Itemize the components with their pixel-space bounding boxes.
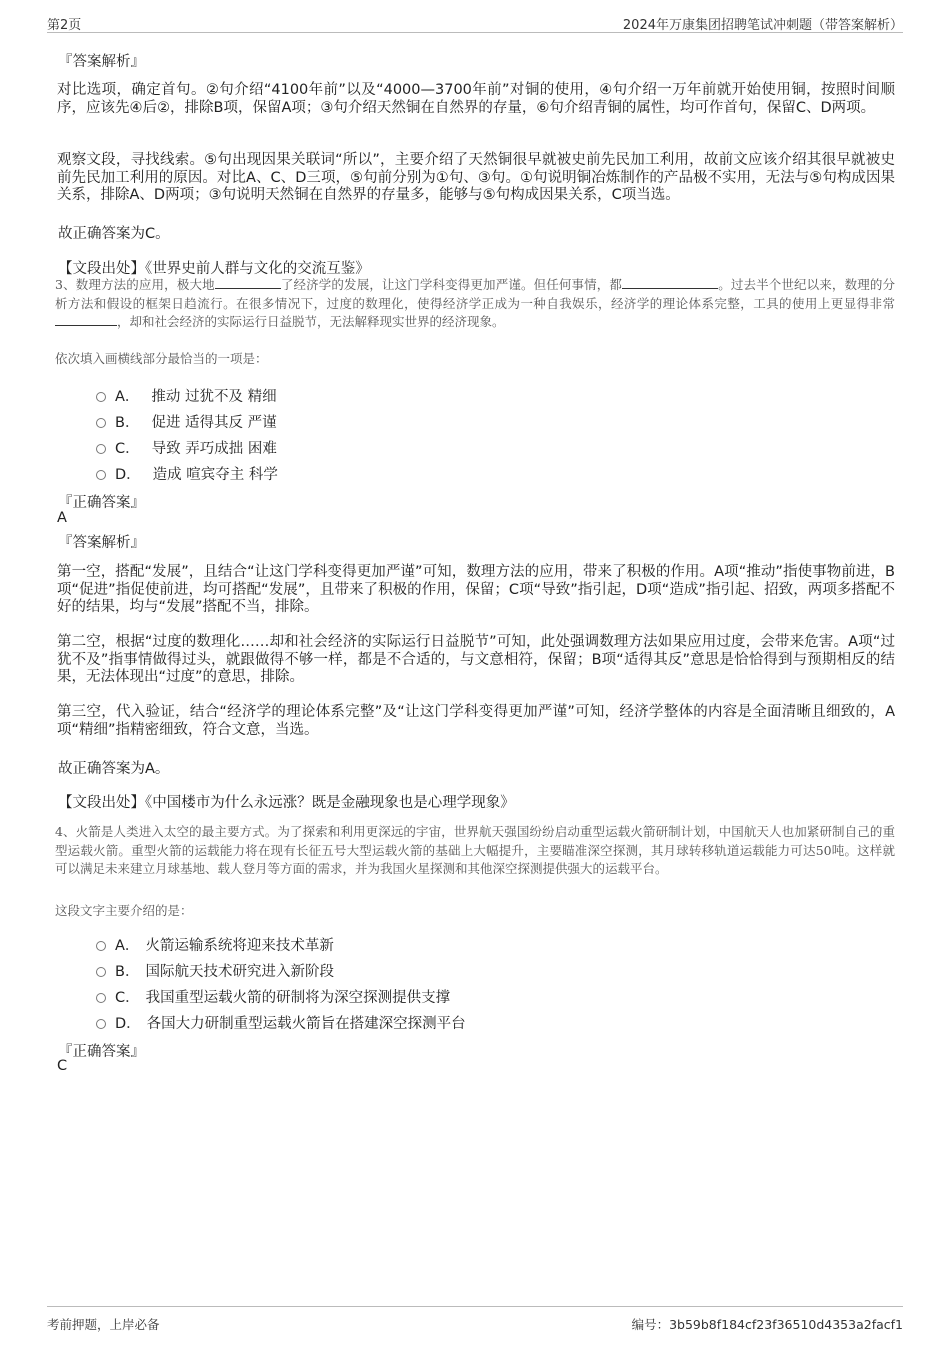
correct-answer: C: [57, 1058, 68, 1074]
radio-icon[interactable]: [96, 470, 106, 480]
option-d[interactable]: [96, 463, 278, 483]
option-key: A．: [115, 389, 140, 405]
radio-icon[interactable]: [96, 418, 106, 428]
question-text-part: 。过去半个世纪以来，数理的分析方法和假设的框架日趋流行。在很多情况下，过度的数理化，使得经济学正成为一种自我娱乐，经济学的理论体系完整，工具的使用上更显得非常: [55, 277, 895, 311]
option-text: 导致 弄巧成拙 困难: [151, 441, 277, 457]
radio-icon[interactable]: [96, 444, 106, 454]
answer-conclusion: 故正确答案为C。: [58, 226, 170, 242]
option-key: B．: [115, 415, 140, 431]
option-key: C．: [115, 441, 140, 457]
analysis-label: 『答案解析』: [58, 535, 145, 551]
footer-slogan: 考前押题，上岸必备: [47, 1317, 160, 1332]
document-title: 2024年万康集团招聘笔试冲刺题（带答案解析）: [622, 18, 903, 33]
radio-icon[interactable]: [96, 1019, 106, 1029]
radio-icon[interactable]: [96, 967, 106, 977]
option-a[interactable]: [96, 934, 334, 954]
correct-answer-label: 『正确答案』: [58, 495, 145, 511]
option-key: D．: [115, 467, 141, 483]
option-text: 国际航天技术研究进入新阶段: [145, 964, 334, 980]
question-prompt: 这段文字主要介绍的是：: [55, 903, 193, 918]
radio-icon[interactable]: [96, 941, 106, 951]
option-text: 我国重型运载火箭的研制将为深空探测提供支撑: [145, 990, 451, 1006]
question-prompt: 依次填入画横线部分最恰当的一项是：: [55, 351, 268, 366]
analysis-paragraph: 第一空，搭配“发展”，且结合“让这门学科变得更加严谨”可知，数理方法的应用，带来了积极的作用。A项“推动”指使事物前进，B项“促进”指促使前进，均可搭配“发展”，且带来了积极的作用，保留；C项“导致”指引起，D项“造成”指引起、招致，两项多搭配不好的结果，均与“发展”搭配不当，排除。: [57, 564, 895, 615]
correct-answer-label: 『正确答案』: [58, 1044, 145, 1060]
option-text: 促进 适得其反 严谨: [151, 415, 277, 431]
answer-conclusion: 故正确答案为A。: [58, 761, 170, 777]
passage-source: 【文段出处】《中国楼市为什么永远涨？既是金融现象也是心理学现象》: [58, 795, 515, 811]
analysis-label: 『答案解析』: [58, 54, 145, 70]
option-text: 推动 过犹不及 精细: [151, 389, 277, 405]
option-text: 造成 喧宾夺主 科学: [152, 467, 278, 483]
page-number: 第2页: [47, 18, 82, 33]
fill-blank: [55, 313, 117, 326]
question-text: 4、火箭是人类进入太空的最主要方式。为了探索和利用更深远的宇宙，世界航天强国纷纷启动重型运载火箭研制计划，中国航天人也加紧研制自己的重型运载火箭。重型火箭的运载能力将在现有长征五号大型运载火箭的基础上大幅提升，主要瞄准深空探测，其月球转移轨道运载能力可达50吨。这样就可以满足未来建立月球基地、载人登月等方面的需求，并为我国火星探测和其他深空探测提供强大的运载平台。: [55, 824, 895, 876]
passage-source: 【文段出处】《世界史前人群与文化的交流互鉴》: [58, 261, 370, 277]
radio-icon[interactable]: [96, 993, 106, 1003]
analysis-paragraph: 观察文段，寻找线索。⑤句出现因果关联词“所以”，主要介绍了天然铜很早就被史前先民加工利用，故前文应该介绍其很早就被史前先民加工利用的原因。对比A、C、D三项，⑤句前分别为①句、③句。①句说明铜冶炼制作的产品极不实用，无法与⑤句构成因果关系，排除A、D两项；③句说明天然铜在自然界的存量多，能够与⑤句构成因果关系，C项当选。: [57, 152, 895, 203]
fill-blank: [215, 276, 281, 289]
question-text: [55, 276, 895, 332]
question-text-part: ，却和社会经济的实际运行日益脱节，无法解释现实世界的经济现象。: [117, 314, 505, 329]
question-text-part: 3、数理方法的应用，极大地: [55, 277, 215, 292]
question-text-part: 了经济学的发展，让这门学科变得更加严谨。但任何事情，都: [280, 277, 623, 292]
option-key: D．: [115, 1016, 141, 1032]
option-text: 各国大力研制重型运载火箭旨在搭建深空探测平台: [146, 1016, 466, 1032]
radio-icon[interactable]: [96, 392, 106, 402]
option-c[interactable]: [96, 437, 277, 457]
fill-blank: [622, 276, 718, 289]
analysis-paragraph: 第三空，代入验证，结合“经济学的理论体系完整”及“让这门学科变得更加严谨”可知，经济学整体的内容是全面清晰且细致的，A项“精细”指精密细致，符合文意，当选。: [57, 704, 895, 738]
option-b[interactable]: [96, 411, 277, 431]
analysis-paragraph: 对比选项，确定首句。②句介绍“4100年前”以及“4000—3700年前”对铜的使用，④句介绍一万年前就开始使用铜，按照时间顺序，应该先④后②，排除B项，保留A项；③句介绍天然铜在自然界的存量，⑥句介绍青铜的属性，均可作首句，保留C、D两项。: [57, 82, 895, 116]
option-a[interactable]: [96, 385, 277, 405]
correct-answer: A: [57, 510, 67, 526]
option-d[interactable]: [96, 1012, 466, 1032]
option-key: C．: [115, 990, 140, 1006]
option-b[interactable]: [96, 960, 334, 980]
page-header: [47, 10, 903, 33]
option-key: A．: [115, 938, 140, 954]
document-id: 编号：3b59b8f184cf23f36510d4353a2facf1: [631, 1317, 903, 1332]
option-text: 火箭运输系统将迎来技术革新: [145, 938, 334, 954]
option-c[interactable]: [96, 986, 450, 1006]
page-footer: [47, 1306, 903, 1335]
option-key: B．: [115, 964, 140, 980]
analysis-paragraph: 第二空，根据“过度的数理化……却和社会经济的实际运行日益脱节”可知，此处强调数理方法如果应用过度，会带来危害。A项“过犹不及”指事情做得过头，就跟做得不够一样，都是不合适的，与文意相符，保留；B项“适得其反”意思是恰恰得到与预期相反的结果，无法体现出“过度”的意思，排除。: [57, 634, 895, 685]
